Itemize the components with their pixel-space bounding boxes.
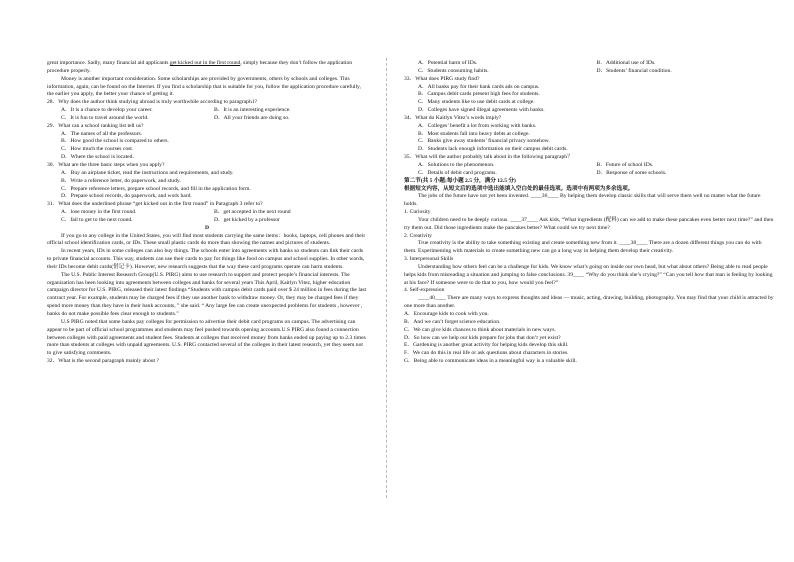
option-row [47, 115, 367, 123]
text-line: D．So how can we help our kids prepare for jobs that don’t yet exist? [404, 334, 561, 341]
text-line: 31．What does the underlined phrase “get kicked out in the first round” in Paragraph 3 refer to? [47, 201, 263, 208]
text-line: 1. Curiosity [404, 209, 431, 216]
option-text: B．Additional use of IDs. [596, 60, 656, 66]
option-row [47, 209, 367, 217]
column-divider [386, 58, 387, 498]
option-text: A．Colleges’ benefit a lot from working with banks. [418, 122, 537, 129]
option-text: C．How much the courses cost. [61, 146, 134, 153]
text-line: C．We can give kids chances to think about materials in new ways. [404, 326, 556, 333]
text-line: 33．What does PIRG study find? [404, 75, 480, 82]
paragraph: In recent years, IDs in some colleges can also buy things. The schools enter into agreements with banks so students can link their cards to private financial accounts. This way, students can use their cards to pay for things like food on campus and school supplies. In other words, their IDs become debit cards(借记卡). However, new research suggests that the way these card programs operate can harm students. [47, 248, 365, 270]
paragraph: U.S PIRG noted that some banks pay colleges for permission to advertise their debit card programs on campus. The advertising can appear to be part of official school programmes and students may feel pushed towards opening accounts.U.S PIRG also found a connection between colleges with paid agreements and student fees. Students at colleges that received money from banks ended up paying up to 2.3 times more than students at colleges with unpaid agreements. U.S. PIRG contacted several of the colleges in their latest research, yet they seem not to give satisfying comments. [47, 318, 366, 357]
text-line: F．We can do this in real life or ask questions about characters in stories. [404, 350, 569, 357]
option-text: C．Banks give away students’ financial privacy somehow. [418, 138, 550, 145]
option-text: D．Prepare school records, do paperwork, and work hard. [61, 193, 192, 200]
option-text: D．Response of some schools. [596, 169, 667, 176]
text-line: great importance. Sadly, many financial aid applicants get kicked out in the first round, simply because they don’t follow the application procedure properly. [47, 60, 353, 74]
section-instruction: 根据短文内容，从短文后的选项中选出能填入空白处的最佳选项。选项中有两项为多余选项。 [404, 185, 634, 192]
option-text: D．All your friends are doing so. [214, 114, 290, 121]
option-text: A．Potential harm of IDs. [418, 60, 478, 66]
option-text: A．The names of all the professors. [61, 130, 143, 137]
option-text: B．get accepted in the next round [214, 209, 291, 216]
option-row [47, 107, 367, 115]
text-line: 35．What will the author probably talk about in the following paragraph？ [404, 154, 573, 161]
option-text: B．Write a reference letter, do paperwork, and study. [61, 177, 181, 184]
right-column [404, 60, 775, 366]
section-instruction: 第二节(共 5 小题;每小题 2.5 分，满分 12.5 分) [404, 177, 516, 184]
text-line: G．Being able to communicate ideas in a meaningful way is a valuable skill. [404, 358, 577, 365]
option-text: C．Prepare reference letters, prepare school records, and fill in the application form. [61, 185, 251, 192]
paragraph: Money is another important consideration. Some scholarships are provided by governments, others by schools and colleges. This information, again, can be found on the Internet. If you find a scholarship that is suitable for you, follow the application procedure carefully, the earlier you apply, the better your chance of getting it. [47, 75, 361, 98]
option-text: A．All banks pay for their bank cards ads on campus. [418, 83, 540, 90]
option-row [404, 60, 775, 68]
option-text: D．Students’ financial condition. [596, 67, 672, 74]
text-line: 28．Why does the author think studying abroad is truly worthwhile according to paragraph1? [47, 99, 258, 106]
option-text: C．Students consuming habits. [418, 67, 489, 74]
option-row [404, 170, 775, 178]
option-row [47, 217, 367, 225]
option-row [404, 68, 775, 76]
option-text: B．It is an interesting experience. [214, 107, 291, 114]
option-text: C．Details of debit card programs. [418, 169, 497, 176]
text-line: A．Encourage kids to cook with you. [404, 311, 489, 317]
text-line: 2. Creativity [404, 232, 432, 239]
option-text: A．It is a chance to develop your career. [61, 107, 153, 114]
option-text: B．How good the school is compared to others. [61, 138, 169, 145]
text-line: 3. Interpersonal Skills [404, 256, 454, 263]
option-text: A．Solutions to the phenomenon. [418, 161, 495, 168]
option-text: B．Future of school IDs. [596, 161, 654, 168]
option-text: B．Most students fall into heavy debts at college. [418, 130, 530, 137]
option-text: C．Many students like to use debit cards at college. [418, 99, 535, 106]
underlined-phrase: get kicked out in the first round [169, 60, 241, 66]
paragraph: ____40____ There are many ways to express thoughts and ideas — music, acting, drawing, building, photography. You may find that your child is attracted by one more than another. [404, 295, 774, 310]
paragraph: Your children need to be deeply curious. ____37____ Ask kids, “What ingredients (配料) can we add to make these pancakes even better next time?” and then try them out. Did those ingredients make the pancakes better? What could we try next time? [404, 216, 774, 231]
text-line: 30．What are the three basic steps when you apply? [47, 161, 165, 168]
option-text: A．Buy an airplane ticket, read the instructions and requirements, and study. [61, 169, 234, 176]
text-line: 32．What is the second paragraph mainly about ? [47, 358, 159, 365]
option-text: A．lose money in the first round. [61, 209, 137, 216]
text-line: 4. Self-expression [404, 287, 445, 294]
paragraph: True creativity is the ability to take something existing and create something new from it. ____38____ There are a dozen different things you can do with them. Experimenting with materials to create something new can go a long way in helping them develop their creativity. [404, 240, 762, 255]
text-line: E．Gardening is another great activity for helping kids develop this skill. [404, 342, 569, 349]
option-text: D．Where the school is located. [61, 154, 134, 161]
left-column [47, 60, 367, 366]
paragraph: The U.S. Public Interest Research Group(U.S. PIRG) aims to use research to support and protect people’s financial interests. The organization has been looking into agreements between colleges and banks for several years This April, Kaitlyn Vitez, higher education campaign director for U.S. PIRG, released their latest findings “Students with campus debit cards paid over $ 24 million in fees during the last contract year. For example, students may be charged fees if they use another bank to withdraw money. Or, they may be charged fees if they spend more money than they have in their bank accounts, ” she said. “ Any large fee can create unexpected problems for students , however , banks do not make possible fees clear enough to students.” [47, 271, 367, 317]
paragraph: If you go to any college in the United States, you will find most students carrying the same items：books, laptops, cell phones and their official school identification cards, or IDs. These small plastic cards do more than showing the names and pictures of students. [47, 232, 366, 247]
option-text: D．get kicked by a professor [214, 216, 280, 223]
option-text: C．fail to get to the next round. [61, 216, 133, 223]
text-line: B．And we can’t forget science education. [404, 318, 501, 325]
text-line: 34．What do Kaitlyn Vitez’s words imply? [404, 114, 502, 121]
paragraph: The jobs of the future have not yet been invented. ____36____ By helping them develop classic skills that will serve them well no matter what the future holds. [404, 193, 761, 208]
text-line: 29．What can a school ranking list tell us? [47, 122, 144, 129]
option-text: D．Colleges have signed illegal agreements with banks. [418, 107, 545, 114]
option-text: C．It is fun to travel around the world. [61, 114, 149, 121]
paragraph: Understanding how others feel can be a challenge for kids. We know what’s going on inside our own head, but what about others? Being able to read people helps kids from misreading a situation and jumping to false conclusions. 39____ “Why do you think she’s crying?” “Can you tell how that man is feeling by looking at his face? If someone were to do that to you, how would you feel?” [404, 263, 773, 286]
option-text: B．Campus debit cards present high fees for students. [418, 91, 540, 98]
option-text: D．Students lack enough information on their campus debit cards. [418, 146, 568, 153]
option-row [404, 162, 775, 170]
section-heading: D [204, 224, 210, 231]
